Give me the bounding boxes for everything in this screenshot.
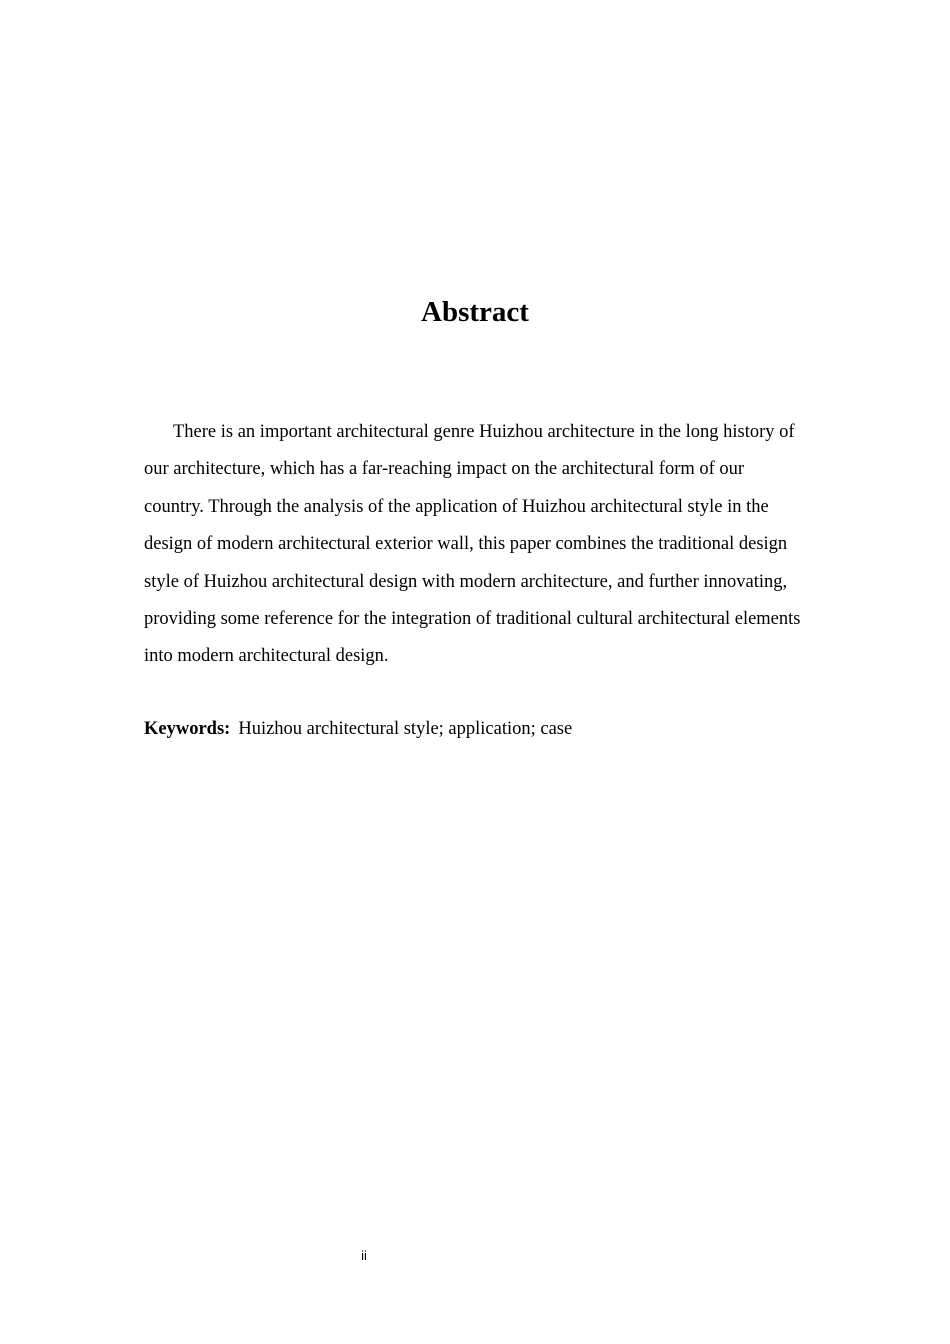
keywords-label: Keywords: — [144, 719, 231, 739]
abstract-paragraph: There is an important architectural genre Huizhou architecture in the long history of our architecture, which has a far-reaching impact on the architectural form of our country. Through the analysis of the application of Huizhou architectural style in the design of modern architectural exterior wall, this paper combines the traditional design style of Huizhou architectural design with modern architecture, and further innovating, providing some reference for the integration of traditional cultural architectural elements into modern architectural design. — [144, 422, 801, 667]
page-title: Abstract — [421, 296, 529, 328]
keywords-line — [144, 711, 806, 748]
page-number: ii — [361, 1248, 367, 1263]
keywords-value: Huizhou architectural style; application; case — [238, 719, 573, 739]
